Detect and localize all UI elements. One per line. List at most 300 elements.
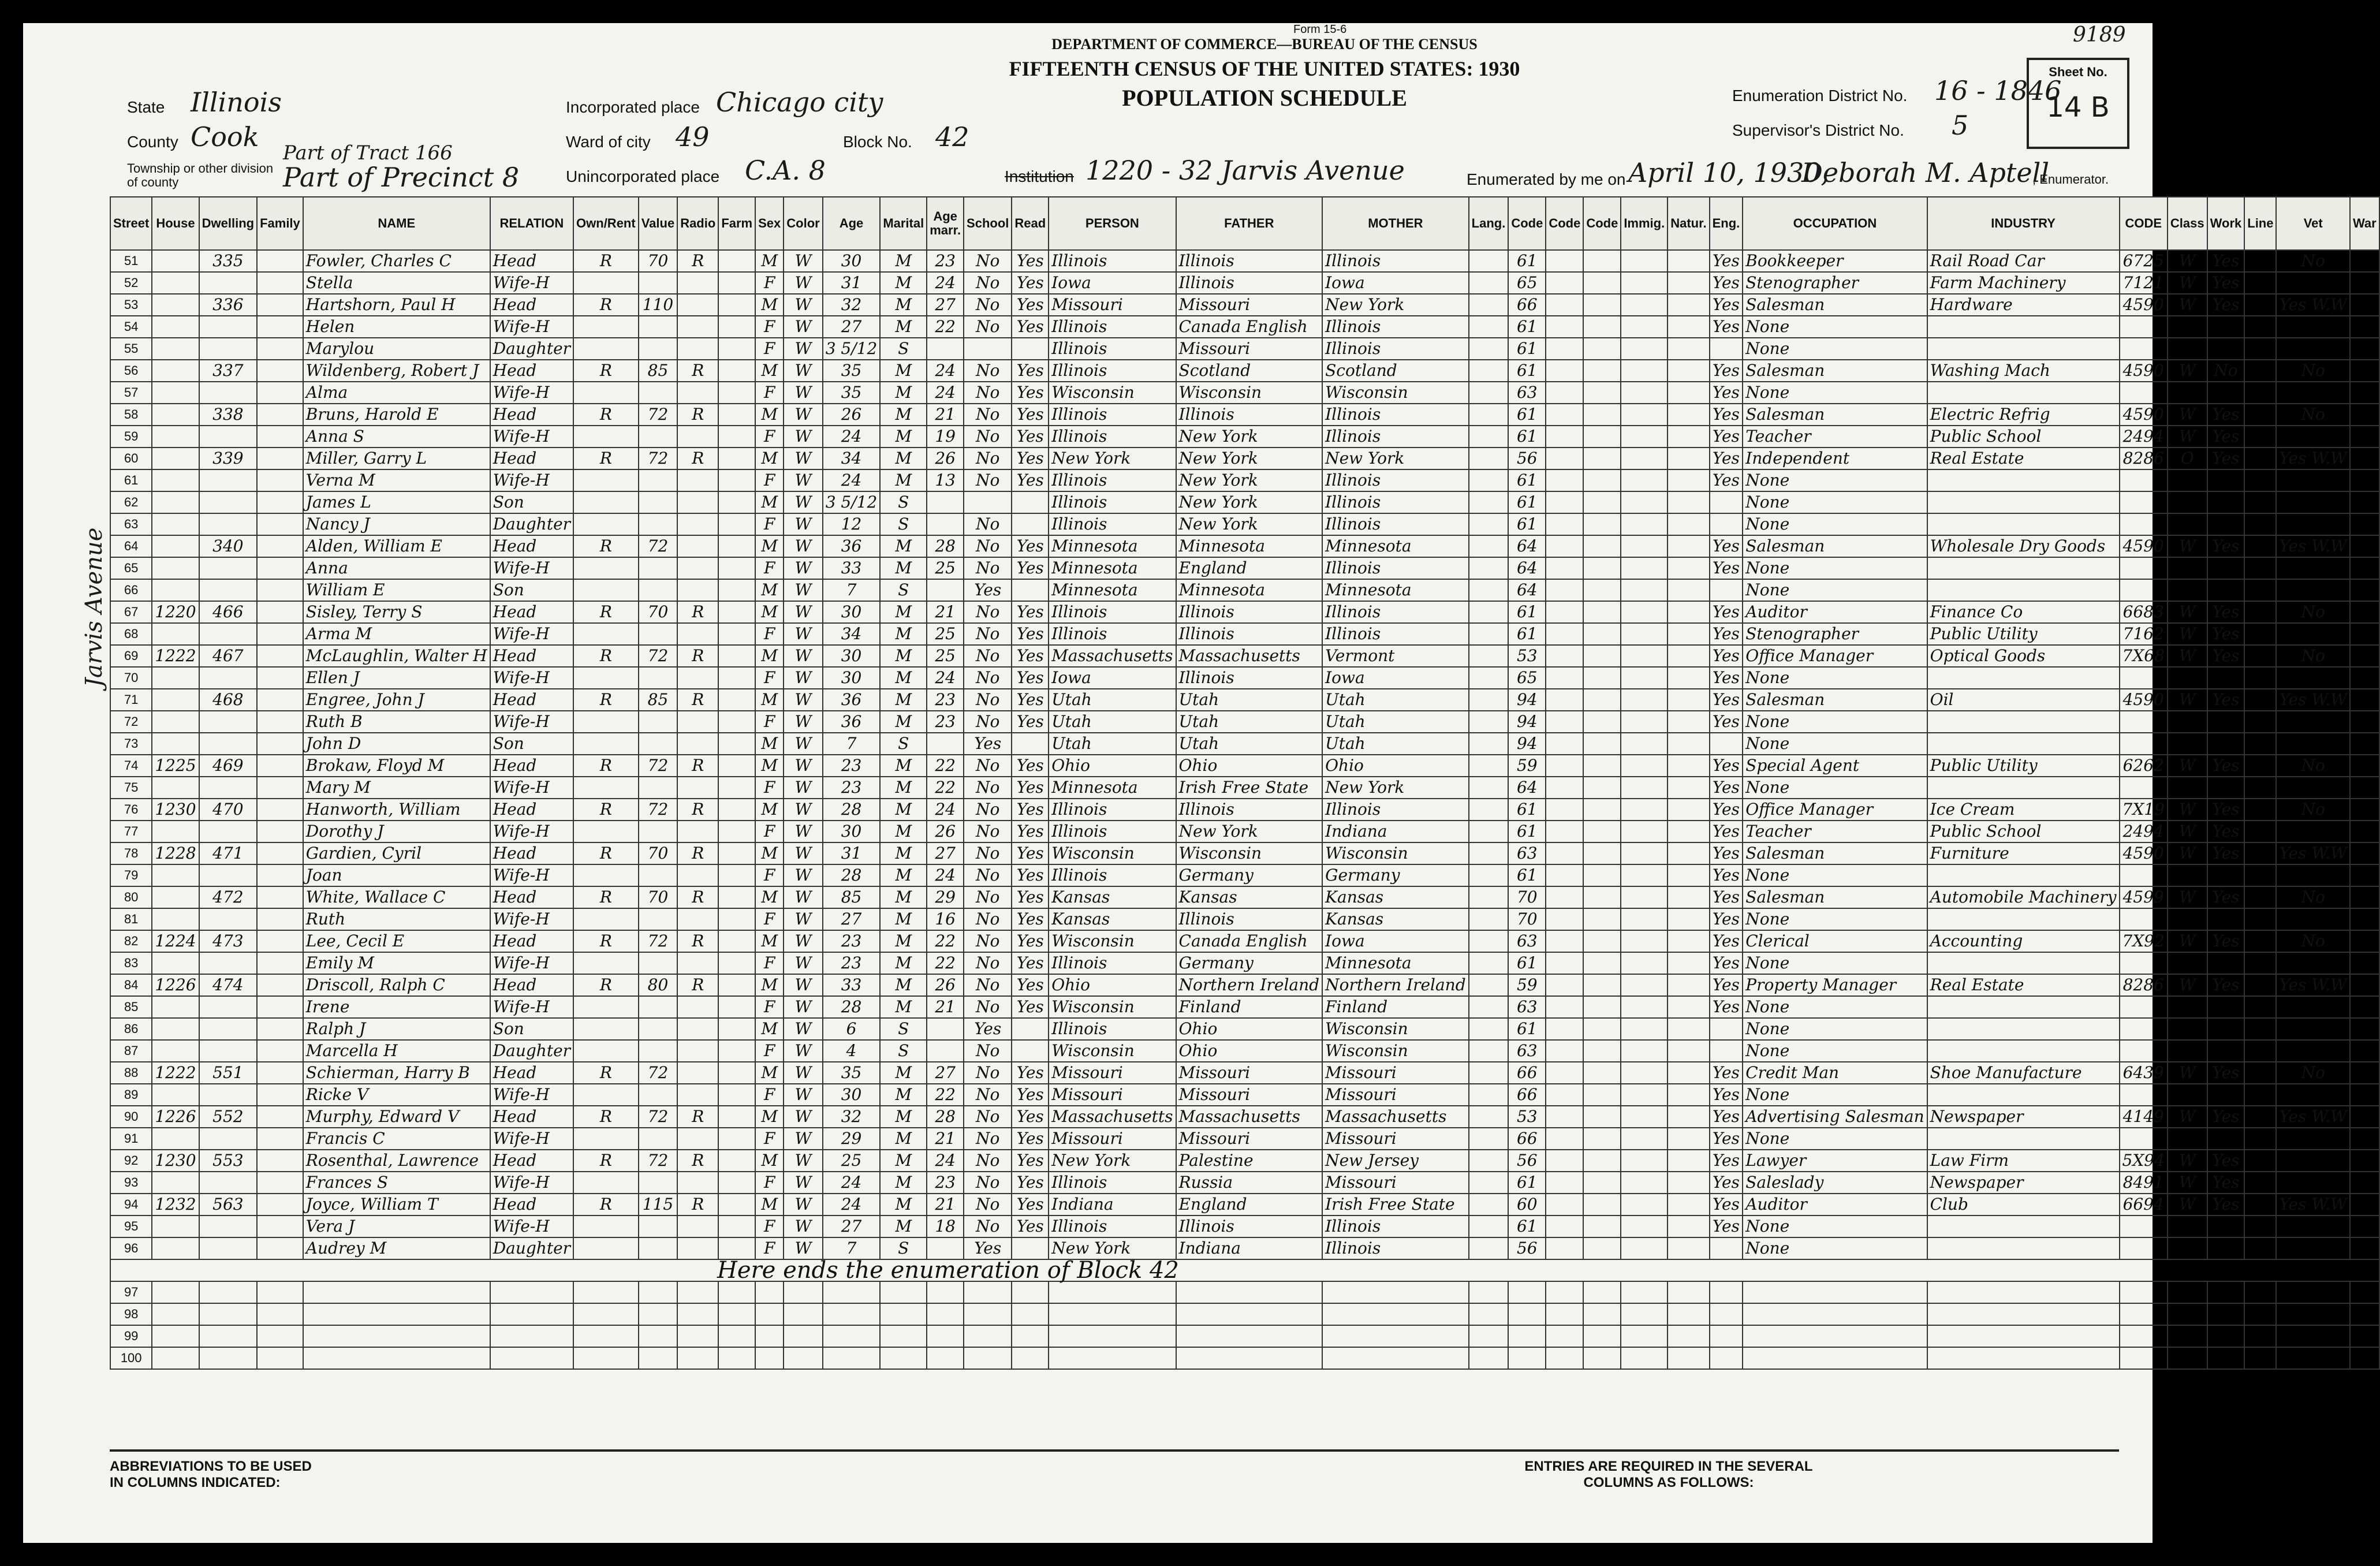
table-cell: None	[1743, 864, 1927, 886]
table-cell: Scotland	[1176, 360, 1323, 382]
table-cell	[2168, 1040, 2207, 1062]
table-cell	[257, 1172, 303, 1194]
table-cell: 8286	[2120, 448, 2168, 469]
table-cell	[1546, 667, 1583, 689]
table-cell: Yes	[1710, 382, 1743, 404]
table-cell: Property Manager	[1743, 974, 1927, 996]
table-cell	[1668, 579, 1709, 601]
table-cell: 96	[110, 1237, 152, 1259]
table-cell: New York	[1322, 448, 1469, 469]
table-cell: Scotland	[1322, 360, 1469, 382]
ed-value: 16 - 1846	[1934, 75, 2062, 106]
table-cell: Yes	[1012, 1172, 1049, 1194]
table-cell: 24	[823, 1172, 881, 1194]
table-cell: Wife-H	[490, 1084, 573, 1106]
table-cell: Marcella H	[303, 1040, 490, 1062]
table-cell	[2244, 930, 2276, 952]
table-cell: Vera J	[303, 1215, 490, 1237]
table-cell: M	[755, 1106, 784, 1128]
table-cell: W	[784, 1062, 822, 1084]
table-cell: James L	[303, 491, 490, 513]
table-cell: 552	[199, 1106, 257, 1128]
table-cell	[152, 469, 199, 491]
table-cell: Head	[490, 360, 573, 382]
table-cell: Kansas	[1176, 886, 1323, 908]
table-cell: W	[784, 272, 822, 294]
col-header: Sex	[755, 197, 784, 250]
table-cell	[1546, 886, 1583, 908]
table-cell: Yes	[1710, 930, 1743, 952]
table-cell	[573, 733, 639, 755]
table-cell: 24	[927, 799, 964, 821]
table-cell	[1621, 645, 1668, 667]
table-row	[110, 513, 2379, 535]
table-cell	[784, 1347, 822, 1369]
table-cell: 1220	[152, 601, 199, 623]
table-cell	[152, 952, 199, 974]
table-cell	[199, 733, 257, 755]
table-cell	[927, 1347, 964, 1369]
table-cell	[2276, 952, 2349, 974]
table-cell: W	[784, 1128, 822, 1150]
table-cell	[2244, 1128, 2276, 1150]
table-cell: Finance Co	[1927, 601, 2120, 623]
table-cell	[1546, 645, 1583, 667]
table-cell	[1668, 382, 1709, 404]
table-cell: F	[755, 777, 784, 799]
table-cell	[1469, 645, 1509, 667]
table-cell	[2350, 316, 2379, 338]
table-cell: 339	[199, 448, 257, 469]
table-cell	[718, 755, 755, 777]
table-cell	[718, 689, 755, 711]
table-cell: R	[573, 404, 639, 426]
table-cell: Illinois	[1049, 1215, 1176, 1237]
table-cell: 100	[110, 1347, 152, 1369]
table-cell	[152, 448, 199, 469]
table-cell	[1469, 1040, 1509, 1062]
table-cell: R	[573, 799, 639, 821]
table-cell	[1668, 316, 1709, 338]
table-cell	[257, 513, 303, 535]
table-cell	[639, 382, 677, 404]
table-cell: 94	[1508, 733, 1546, 755]
table-cell	[718, 996, 755, 1018]
table-cell	[2244, 579, 2276, 601]
table-cell: Head	[490, 294, 573, 316]
table-cell	[2276, 579, 2349, 601]
table-cell: 63	[1508, 930, 1546, 952]
table-cell	[152, 338, 199, 360]
table-cell: M	[880, 755, 927, 777]
table-cell: 31	[823, 842, 881, 864]
table-cell	[2120, 557, 2168, 579]
table-cell: Massachusetts	[1322, 1106, 1469, 1128]
table-cell	[1621, 513, 1668, 535]
table-cell: Salesman	[1743, 886, 1927, 908]
table-cell: Stenographer	[1743, 272, 1927, 294]
table-row	[110, 1062, 2379, 1084]
table-cell: R	[573, 755, 639, 777]
table-cell: Yes	[2207, 623, 2245, 645]
table-cell: M	[755, 404, 784, 426]
table-cell: 551	[199, 1062, 257, 1084]
table-cell	[1668, 1084, 1709, 1106]
table-cell	[199, 1128, 257, 1150]
table-cell: Daughter	[490, 1040, 573, 1062]
table-cell	[1546, 448, 1583, 469]
table-cell	[490, 1325, 573, 1347]
table-cell: Wife-H	[490, 557, 573, 579]
table-cell: Yes	[1012, 469, 1049, 491]
table-cell: Wife-H	[490, 711, 573, 733]
table-cell: 61	[1508, 1172, 1546, 1194]
table-row	[110, 535, 2379, 557]
table-cell	[152, 711, 199, 733]
table-cell: 61	[1508, 952, 1546, 974]
table-cell: Schierman, Harry B	[303, 1062, 490, 1084]
table-cell	[1668, 1281, 1709, 1303]
table-cell: R	[573, 842, 639, 864]
table-cell	[2276, 1237, 2349, 1259]
table-cell	[573, 1215, 639, 1237]
table-cell	[1621, 1215, 1668, 1237]
table-cell	[152, 821, 199, 842]
table-cell: Germany	[1176, 952, 1323, 974]
abbrev-title: ABBREVIATIONS TO BE USED IN COLUMNS INDICATED:	[110, 1459, 312, 1490]
table-cell: No	[964, 1128, 1012, 1150]
table-cell	[2244, 1325, 2276, 1347]
table-cell: 85	[639, 360, 677, 382]
table-cell: M	[755, 689, 784, 711]
table-cell: No	[2276, 930, 2349, 952]
table-cell	[573, 579, 639, 601]
table-cell	[1546, 469, 1583, 491]
table-cell	[1621, 360, 1668, 382]
table-cell	[199, 821, 257, 842]
table-cell: Wisconsin	[1049, 382, 1176, 404]
table-cell	[2244, 469, 2276, 491]
table-cell: No	[964, 930, 1012, 952]
table-cell: Yes	[2207, 535, 2245, 557]
col-header: Color	[784, 197, 822, 250]
table-cell: W	[2168, 842, 2207, 864]
table-cell	[2168, 1347, 2207, 1369]
table-cell: None	[1743, 1084, 1927, 1106]
table-cell	[257, 952, 303, 974]
table-cell	[152, 667, 199, 689]
table-cell	[1668, 513, 1709, 535]
table-cell	[2244, 711, 2276, 733]
table-cell	[1927, 1040, 2120, 1062]
table-cell: W	[784, 1106, 822, 1128]
table-cell	[199, 1084, 257, 1106]
entries-title: ENTRIES ARE REQUIRED IN THE SEVERAL COLUMNS AS FOLLOWS:	[1524, 1459, 1813, 1490]
table-cell	[1668, 886, 1709, 908]
table-cell: Wife-H	[490, 316, 573, 338]
census-table	[110, 196, 2380, 1370]
table-cell: New York	[1176, 426, 1323, 448]
table-cell	[1621, 1018, 1668, 1040]
table-cell: M	[755, 579, 784, 601]
table-cell	[2276, 513, 2349, 535]
table-cell: Yes	[1012, 908, 1049, 930]
table-cell	[1583, 623, 1621, 645]
table-cell: 26	[927, 974, 964, 996]
table-cell: 64	[1508, 777, 1546, 799]
table-cell: Head	[490, 799, 573, 821]
table-cell: 2494	[2120, 821, 2168, 842]
table-cell: None	[1743, 557, 1927, 579]
table-cell: Public Utility	[1927, 755, 2120, 777]
table-cell	[639, 996, 677, 1018]
township-label: Township or other division of county	[127, 161, 274, 189]
table-cell: 53	[1508, 1106, 1546, 1128]
table-cell: 23	[823, 952, 881, 974]
table-cell	[2244, 908, 2276, 930]
table-cell	[2207, 1347, 2245, 1369]
table-cell: 22	[927, 777, 964, 799]
table-cell: No	[964, 404, 1012, 426]
table-cell	[1710, 1281, 1743, 1303]
table-cell	[1469, 426, 1509, 448]
state-value: Illinois	[191, 87, 282, 118]
table-cell	[1469, 1237, 1509, 1259]
table-cell	[2244, 316, 2276, 338]
table-cell	[2350, 1303, 2379, 1325]
table-cell: 61	[1508, 491, 1546, 513]
table-cell: Ruth B	[303, 711, 490, 733]
table-cell	[1668, 821, 1709, 842]
table-cell	[2207, 316, 2245, 338]
table-cell	[2120, 1237, 2168, 1259]
table-cell: 61	[1508, 513, 1546, 535]
table-cell: S	[880, 579, 927, 601]
table-cell: W	[784, 250, 822, 272]
table-cell: Wife-H	[490, 1172, 573, 1194]
table-cell: New Jersey	[1322, 1150, 1469, 1172]
table-cell: None	[1743, 1018, 1927, 1040]
table-cell: Auditor	[1743, 1194, 1927, 1215]
table-cell	[755, 1281, 784, 1303]
table-cell	[199, 426, 257, 448]
table-cell	[718, 667, 755, 689]
table-cell	[1049, 1347, 1176, 1369]
col-header: Value	[639, 197, 677, 250]
table-row	[110, 755, 2379, 777]
table-cell: 23	[927, 689, 964, 711]
table-cell: 1228	[152, 842, 199, 864]
col-header: Farm	[718, 197, 755, 250]
table-cell	[257, 1347, 303, 1369]
table-cell: Illinois	[1176, 250, 1323, 272]
table-cell: 32	[823, 294, 881, 316]
table-cell: 30	[823, 601, 881, 623]
table-cell: No	[964, 711, 1012, 733]
col-header: War	[2350, 197, 2379, 250]
table-cell	[490, 1303, 573, 1325]
table-cell: R	[677, 645, 718, 667]
table-cell: 1225	[152, 755, 199, 777]
table-cell: 94	[1508, 711, 1546, 733]
table-cell	[199, 1281, 257, 1303]
table-cell: Yes	[1012, 382, 1049, 404]
table-cell	[1621, 1062, 1668, 1084]
table-cell	[152, 1303, 199, 1325]
table-cell: No	[2276, 755, 2349, 777]
table-cell: 24	[927, 272, 964, 294]
table-cell	[1668, 1150, 1709, 1172]
table-cell: 60	[1508, 1194, 1546, 1215]
table-cell: F	[755, 711, 784, 733]
table-cell	[2168, 557, 2207, 579]
table-cell	[784, 1325, 822, 1347]
table-cell	[152, 535, 199, 557]
table-cell: Wisconsin	[1322, 1018, 1469, 1040]
table-cell: Ohio	[1176, 1018, 1323, 1040]
table-cell: Arma M	[303, 623, 490, 645]
ed-label: Enumeration District No.	[1732, 87, 1908, 105]
table-cell	[1469, 272, 1509, 294]
table-cell: None	[1743, 513, 1927, 535]
table-cell: Illinois	[1322, 426, 1469, 448]
table-cell	[1668, 623, 1709, 645]
table-cell: Canada English	[1176, 316, 1323, 338]
table-cell: 24	[823, 1194, 881, 1215]
col-header: Eng.	[1710, 197, 1743, 250]
table-cell	[257, 864, 303, 886]
table-cell	[257, 886, 303, 908]
table-cell: Minnesota	[1049, 535, 1176, 557]
table-cell	[490, 1347, 573, 1369]
table-cell: None	[1743, 733, 1927, 755]
table-cell	[964, 1325, 1012, 1347]
census-sheet	[23, 23, 2377, 1543]
table-cell	[257, 1237, 303, 1259]
table-cell	[1927, 1018, 2120, 1040]
table-cell: None	[1743, 711, 1927, 733]
table-cell: 24	[927, 667, 964, 689]
table-cell	[2350, 645, 2379, 667]
table-cell	[1546, 1303, 1583, 1325]
table-cell	[2350, 448, 2379, 469]
table-cell: 53	[1508, 645, 1546, 667]
table-cell	[639, 1281, 677, 1303]
table-cell	[2276, 667, 2349, 689]
table-cell	[2120, 733, 2168, 755]
table-cell: Utah	[1322, 711, 1469, 733]
table-cell: R	[677, 842, 718, 864]
table-cell	[1710, 338, 1743, 360]
table-cell	[152, 623, 199, 645]
table-cell	[1668, 842, 1709, 864]
table-cell	[1469, 821, 1509, 842]
table-cell	[2276, 491, 2349, 513]
table-cell	[927, 1325, 964, 1347]
table-cell	[2244, 448, 2276, 469]
table-cell: 69	[110, 645, 152, 667]
table-cell: R	[677, 1194, 718, 1215]
table-cell: M	[880, 711, 927, 733]
table-cell: F	[755, 382, 784, 404]
table-cell	[2120, 777, 2168, 799]
table-cell: Bruns, Harold E	[303, 404, 490, 426]
table-cell	[1668, 535, 1709, 557]
table-cell	[303, 1347, 490, 1369]
table-cell: 71	[110, 689, 152, 711]
table-cell: Wife-H	[490, 1128, 573, 1150]
table-cell	[1176, 1325, 1323, 1347]
table-cell	[199, 469, 257, 491]
table-cell: Rail Road Car	[1927, 250, 2120, 272]
table-cell: Wholesale Dry Goods	[1927, 535, 2120, 557]
table-cell	[1049, 1281, 1176, 1303]
table-cell	[718, 557, 755, 579]
table-cell: Saleslady	[1743, 1172, 1927, 1194]
table-cell: 24	[927, 382, 964, 404]
table-cell	[1469, 1172, 1509, 1194]
table-cell: Yes	[964, 579, 1012, 601]
table-row	[110, 1040, 2379, 1062]
table-cell	[1469, 623, 1509, 645]
table-cell: 26	[927, 448, 964, 469]
table-cell: Head	[490, 1062, 573, 1084]
table-cell	[718, 513, 755, 535]
table-cell	[1469, 1303, 1509, 1325]
table-cell	[1710, 733, 1743, 755]
table-cell: Yes W.W	[2276, 842, 2349, 864]
table-cell	[718, 1172, 755, 1194]
table-cell: Illinois	[1322, 491, 1469, 513]
table-cell	[2276, 1347, 2349, 1369]
table-cell: 21	[927, 1128, 964, 1150]
table-cell	[2120, 1018, 2168, 1040]
table-cell: No	[964, 360, 1012, 382]
table-cell: 72	[639, 1062, 677, 1084]
table-cell	[1546, 821, 1583, 842]
table-cell: 56	[1508, 1237, 1546, 1259]
table-cell: None	[1743, 908, 1927, 930]
table-cell	[257, 448, 303, 469]
table-cell	[257, 821, 303, 842]
table-cell: 58	[110, 404, 152, 426]
table-cell	[677, 864, 718, 886]
table-cell: 24	[927, 1150, 964, 1172]
table-cell	[784, 1281, 822, 1303]
table-cell	[639, 733, 677, 755]
table-cell: Indiana	[1322, 821, 1469, 842]
table-cell	[677, 557, 718, 579]
table-cell: No	[2276, 1062, 2349, 1084]
table-cell: Illinois	[1049, 952, 1176, 974]
table-cell: 36	[823, 711, 881, 733]
table-cell: R	[677, 250, 718, 272]
table-row	[110, 974, 2379, 996]
table-row	[110, 930, 2379, 952]
table-cell: 74	[110, 755, 152, 777]
table-cell	[199, 1172, 257, 1194]
table-cell: Ruth	[303, 908, 490, 930]
table-cell: None	[1743, 996, 1927, 1018]
table-cell: Stella	[303, 272, 490, 294]
table-cell	[1668, 930, 1709, 952]
col-header: INDUSTRY	[1927, 197, 2120, 250]
table-cell: Yes	[1710, 667, 1743, 689]
table-cell: 7162	[2120, 623, 2168, 645]
table-cell	[1927, 1281, 2120, 1303]
table-cell: R	[677, 689, 718, 711]
table-cell: 76	[110, 799, 152, 821]
